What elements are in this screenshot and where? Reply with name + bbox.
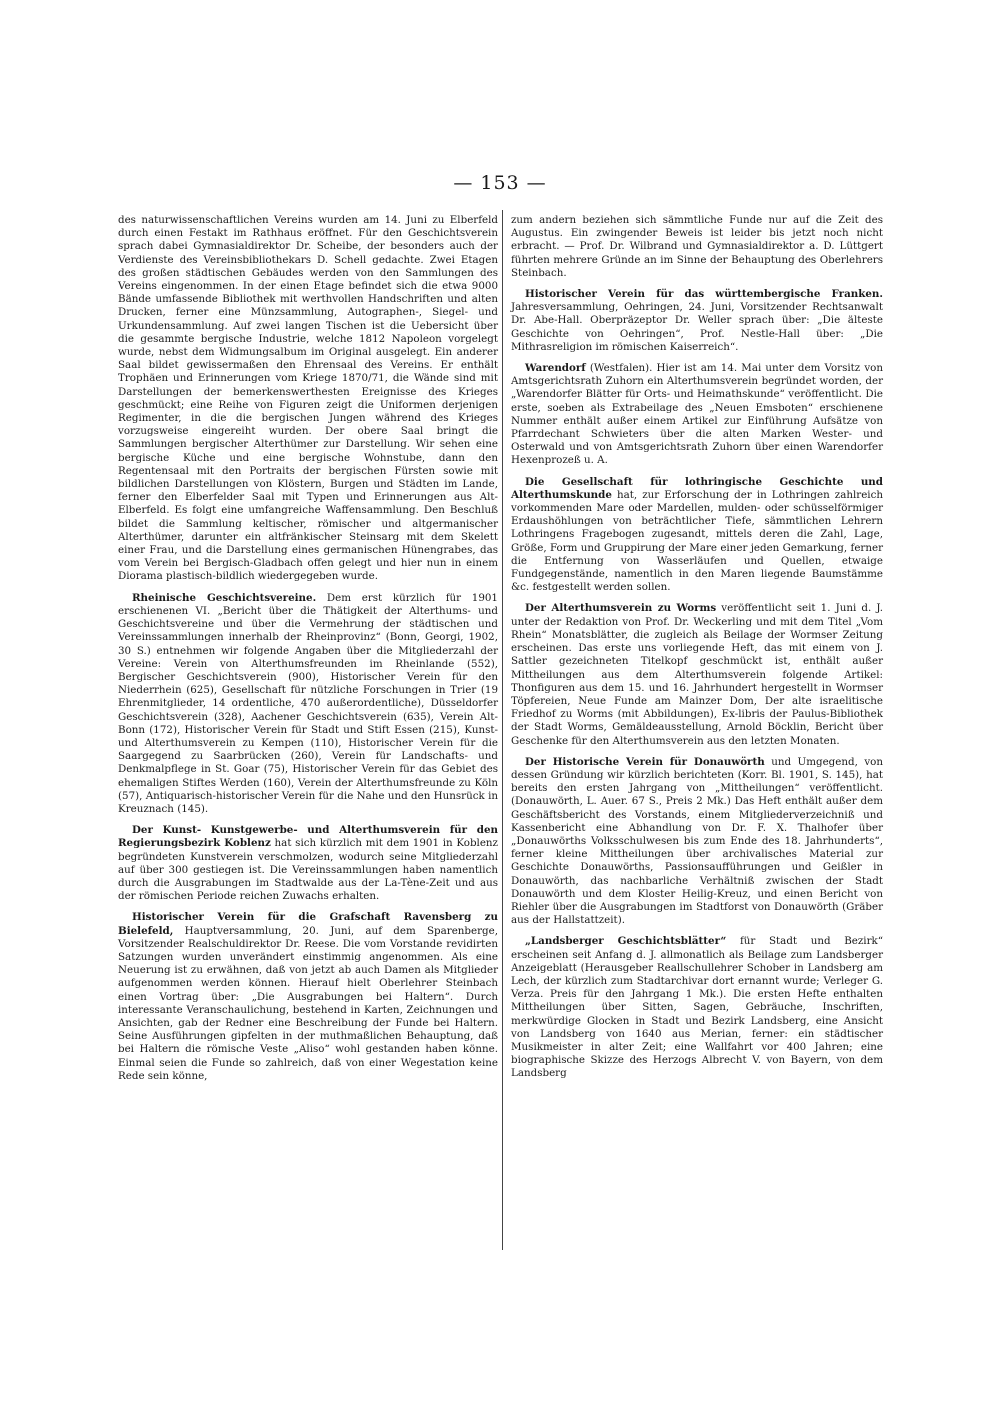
paragraph — [511, 476, 883, 595]
paragraph-text: Hauptversammlung, 20. Juni, auf dem Sparenberge, Vorsitzender Realschuldirektor Dr. Reese. Die vom Vorstande revidirten Satzungen wurden unverändert einstimmig angenommen. Als eine Neuerung ist zu erwähnen, daß von jetzt ab auch Damen als Mitglieder aufgenommen werden können. Hierauf hielt Oberlehrer Steinbach einen Vortrag über: „Die Ausgrabungen bei Haltern“. Durch interessante Veranschaulichung, bestehend in Karten, Zeichnungen und Ansichten, gab der Redner eine Beschreibung der Funde bei Haltern. Seine Ausführungen gipfelten in der muthmaßlichen Behauptung, daß bei Haltern die römische Veste „Aliso“ wohl gestanden haben könne. Einmal seien die Funde so zahlreich, daß von einer Wegestation keine Rede sein könne, — [118, 924, 498, 1082]
paragraph-lead: Rheinische Geschichtsvereine. — [132, 591, 317, 604]
paragraph — [511, 288, 883, 354]
paragraph-lead: Der Kunst- Kunstgewerbe- und Alterthumsverein für den Regierungsbezirk Koblenz — [118, 824, 498, 850]
paragraph-text: des naturwissenschaftlichen Vereins wurden am 14. Juni zu Elberfeld durch einen Festakt im Rathhaus eröffnet. Für den Geschichtsverein sprach dabei Gymnasialdirektor Dr. Scheibe, der besonders auch der Verdienste des Vereinsbibliothekars D. Schell gedachte. Zwei Etagen des großen städtischen Gebäudes werden von den Sammlungen des Vereins eingenommen. In der einen Etage befindet sich die etwa 9000 Bände umfassende Bibliothek mit werthvollen Handschriften und alten Drucken, ferner eine Münzsammlung, Autographen-, Siegel- und Urkundensammlung. Auf zwei langen Tischen ist die Uebersicht über die gesammte bergische Industrie, welche 1812 Napoleon vorgelegt wurde, nebst dem Widmungsalbum im Original ausgelegt. Ein anderer Saal bildet gewissermaßen den Ehrensaal des Vereins. Er enthält Trophäen und Erinnerungen vom Kriege 1870/71, die Wände sind mit Darstellungen der bemerkenswerthesten Ereignisse des Krieges geschmückt; eine Reihe von Figuren zeigt die Uniformen derjenigen Regimenter, in die die bergischen Jungen während des Krieges vorzugsweise eingereiht wurden. Der obere Saal bringt die Sammlungen bergischer Alterthümer zur Darstellung. Wir sehen eine bergische Küche und eine bergische Wohnstube, dann den Regentensaal mit den Portraits der bergischen Fürsten sowie mit bildlichen Darstellungen von Klöstern, Burgen und Städten im Lande, ferner den Elberfelder Saal mit Typen und Erinnerungen aus Alt-Elberfeld. Es folgt eine umfangreiche Waffensammlung. Den Beschluß bildet die Sammlung keltischer, römischer und altgermanischer Alterthümer, darunter ein altfränkischer Steinsarg mit dem Skelett einer Frau, und die Darstellung eines germanischen Hünengrabes, das vom Verein bei Bergisch-Gladbach offen gelegt und hier nun in einem Diorama plastisch-bildlich wiedergegeben wurde. — [118, 214, 498, 583]
paragraph — [511, 935, 883, 1080]
paragraph — [511, 756, 883, 928]
paragraph — [118, 592, 498, 816]
paragraph-lead: Die Gesellschaft für lothringische Geschichte und Alterthumskunde — [511, 475, 883, 501]
paragraph-text: hat sich kürzlich mit dem 1901 in Koblenz begründeten Kunstverein verschmolzen, wodurch seine Mitgliederzahl auf über 300 gestiegen ist. Die Vereinssammlungen haben namentlich durch die Ausgrabungen im Stadtwalde aus der La-Tène-Zeit und aus der römischen Periode reichen Zuwachs erhalten. — [118, 837, 498, 903]
paragraph-lead: Historischer Verein für die Grafschaft Ravensberg zu Bielefeld, — [118, 911, 498, 937]
paragraph-lead: Der Alterthumsverein zu Worms — [525, 602, 717, 615]
paragraph — [511, 214, 883, 280]
paragraph — [511, 362, 883, 468]
paragraph — [118, 824, 498, 903]
paragraph-text: hat, zur Erforschung der in Lothringen zahlreich vorkommenden Mare oder Mardellen, mulden- oder schüsselförmiger Erdaushöhlungen von beträchtlicher Tiefe, sämmtlichen Lehrern Lothringens Fragebogen zugesandt, mittels deren die Zahl, Lage, Größe, Form und Gruppirung der Mare einer jeden Gemarkung, ferner die Entfernung von Wasserläufen und Quellen, etwaige Fundgegenstände, namentlich in den Maren liegende Baumstämme &c. festgestellt werden sollen. — [511, 488, 883, 594]
paragraph-text: und Umgegend, von dessen Gründung wir kürzlich berichteten (Korr. Bl. 1901, S. 145), hat bereits den ersten Jahrgang von „Mittheilungen“ veröffentlicht. (Donauwörth, L. Auer. 67 S., Preis 2 Mk.) Das Heft enthält außer dem Geschäftsbericht des Vorstands, einem Mitgliederverzeichniß und Kassenbericht eine Abhandlung von Dr. F. X. Thalhofer über „Donauwörths Volksschulwesen bis zum Ende des 18. Jahrhunderts“, ferner kleine Mittheilungen über archivalisches Material zur Geschichte Donauwörths, Passionsaufführungen und Geißler in Donauwörth, das nachbarliche Verhältniß zwischen der Stadt Donauwörth und dem Kloster Heilig-Kreuz, und einen Bericht von Riehler über die Ausgrabungen im Stadtforst von Donauwörth (Gräber aus der Hallstattzeit). — [511, 755, 883, 927]
column-divider — [502, 210, 503, 1250]
paragraph-text: Dem erst kürzlich für 1901 erschienenen VI. „Bericht über die Thätigkeit der Alterthums- und Geschichtsvereine und über die Vermehrung der städtischen und Vereinssammlungen innerhalb der Rheinprovinz“ (Bonn, Georgi, 1902, 30 S.) entnehmen wir folgende Angaben über die Mitgliederzahl der Vereine: Verein von Alterthumsfreunden im Rheinlande (552), Bergischer Geschichtsverein (900), Historischer Verein für den Niederrhein (625), Gesellschaft für nützliche Forschungen in Trier (19 Ehrenmitglieder, 14 ordentliche, 470 außerordentliche), Düsseldorfer Geschichtsverein (328), Aachener Geschichtsverein (635), Verein Alt-Bonn (172), Historischer Verein für Stadt und Stift Essen (215), Kunst- und Alterthumsverein zu Kempen (110), Historischer Verein für die Saargegend zu Saarbrücken (260), Verein für Landschafts- und Denkmalpflege in St. Goar (75), Historischer Verein für das Gebiet des ehemaligen Stiftes Werden (160), Verein der Alterthumsfreunde zu Köln (57), Antiquarisch-historischer Verein für die Nahe und den Hunsrück in Kreuznach (145). — [118, 591, 498, 815]
paragraph — [118, 214, 498, 584]
paragraph — [118, 911, 498, 1083]
right-column — [511, 214, 883, 1089]
paragraph-text: veröffentlicht seit 1. Juni d. J. unter der Redaktion von Prof. Dr. Weckerling und mit dem Titel „Vom Rhein“ Monatsblätter, die zugleich als Beilage der Wormser Zeitung erscheinen. Das erste uns vorliegende Heft, das mit einem von J. Sattler gezeichneten Titelkopf geschmückt ist, enthält außer Mittheilungen aus dem Alterthumsverein folgende Artikel: Thonfiguren aus dem 15. und 16. Jahrhundert hergestellt in Wormser Töpfereien, Neue Funde am Mainzer Dom, Der alte israelitische Friedhof zu Worms (mit Abbildungen), Ex-libris der Paulus-Bibliothek der Stadt Worms, Gemäldeausstellung, Arnold Böcklin, Bericht über Geschenke für den Alterthumsverein aus den letzten Monaten. — [511, 602, 883, 747]
paragraph-text: für Stadt und Bezirk“ erscheinen seit Anfang d. J. allmonatlich als Beilage zum Landsberger Anzeigeblatt (Herausgeber Reallschullehrer Schober in Landsberg am Lech, der kürzlich zum Stadtarchivar dort ernannt wurde; Verleger G. Verza. Preis für den Jahrgang 1 Mk.). Die ersten Hefte enthalten Mittheilungen über Sitten, Sagen, Gebräuche, Inschriften, merkwürdige Glocken in Stadt und Bezirk Landsberg, eine Ansicht von Landsberg von 1640 aus Merian, ferner: ein städtischer Musikmeister in alter Zeit; eine Wallfahrt vor 400 Jahren; eine biographische Skizze des Herzogs Albrecht V. von Bayern, von dem Landsberg — [511, 935, 883, 1080]
paragraph-lead: Historischer Verein für das württembergische Franken. — [525, 288, 883, 301]
paragraph-lead: „Landsberger Geschichtsblätter“ — [525, 935, 727, 948]
paragraph-lead: Der Historische Verein für Donauwörth — [525, 755, 765, 768]
page-number: — 153 — — [453, 172, 547, 194]
paragraph-text: zum andern beziehen sich sämmtliche Funde nur auf die Zeit des Augustus. Ein zwingender Beweis ist leider bis jetzt noch nicht erbracht. — Prof. Dr. Wilbrand und Gymnasialdirektor a. D. Lüttgert führten mehrere Gründe an im Sinne der Behauptung des Oberlehrers Steinbach. — [511, 214, 883, 279]
paragraph-text: (Westfalen). Hier ist am 14. Mai unter dem Vorsitz von Amtsgerichtsrath Zuhorn ein Alterthumsverein begründet worden, der „Warendorfer Blätter für Orts- und Heimathskunde“ veröffentlicht. Die erste, soeben als Extrabeilage des „Neuen Emsboten“ erschienene Nummer enthält außer einem Artikel zur Einführung Aufsätze von Pfarrdechant Schwieters über die alten Marken Wester- und Osterwald und von Amtsgerichtsrath Zuhorn über einen Warendorfer Hexenprozeß u. A. — [511, 362, 883, 467]
paragraph-lead: Warendorf — [525, 362, 586, 375]
paragraph-text: Jahresversammlung, Oehringen, 24. Juni, Vorsitzender Rechtsanwalt Dr. Abe-Hall. Oberpräzeptor Dr. Weller sprach über: „Die älteste Geschichte von Oehringen“, Prof. Nestle-Hall über: „Die Mithrasreligion im römischen Kaiserreich“. — [511, 301, 883, 353]
paragraph — [511, 602, 883, 747]
left-column — [118, 214, 498, 1091]
